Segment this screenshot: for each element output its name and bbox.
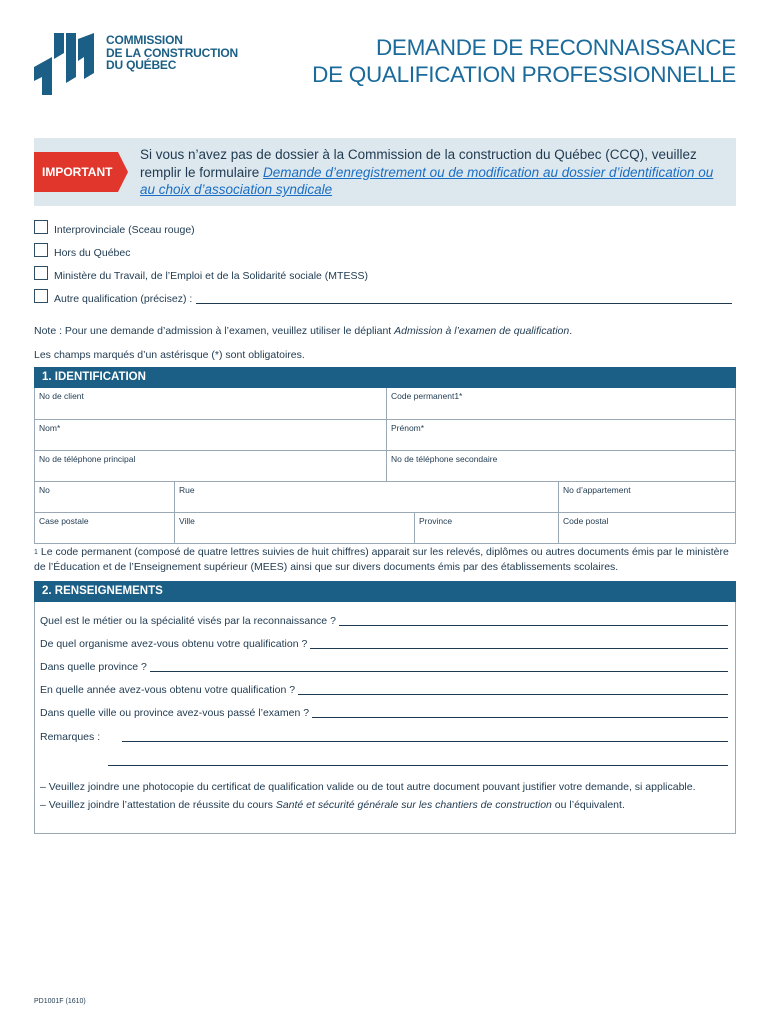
- important-message: [140, 146, 730, 199]
- section-identification-header: 1. IDENTIFICATION: [34, 367, 736, 388]
- qualification-options: [34, 218, 736, 310]
- instruction-end: ou l’équivalent.: [551, 798, 625, 811]
- question-year: [40, 684, 728, 696]
- exam-location-answer-field[interactable]: [312, 707, 728, 718]
- question-label: Quel est le métier ou la spécialité visés par la reconnaissance ?: [40, 615, 336, 627]
- form-title-line-1: DEMANDE DE RECONNAISSANCE: [375, 35, 736, 60]
- question-exam-location: [40, 707, 728, 719]
- street-number-field[interactable]: No: [39, 485, 50, 495]
- street-field[interactable]: Rue: [174, 482, 558, 512]
- permanent-code-field[interactable]: Code permanent1*: [386, 388, 735, 419]
- important-tag-arrow: [118, 152, 128, 192]
- form-row: [35, 419, 735, 450]
- section-information-header: 2. RENSEIGNEMENTS: [34, 581, 736, 602]
- important-tag: IMPORTANT: [34, 152, 118, 192]
- form-title-line-2: DE QUALIFICATION PROFESSIONNELLE: [312, 62, 736, 87]
- note-text: Note : Pour une demande d’admission à l’examen, veuillez utiliser le dépliant: [34, 325, 395, 337]
- form-title: [312, 34, 736, 88]
- remarks-line-2: [108, 755, 728, 766]
- form-code: PD1001F (1610): [34, 998, 86, 1005]
- question-label: En quelle année avez-vous obtenu votre qualification ?: [40, 684, 296, 696]
- last-name-field[interactable]: Nom*: [39, 423, 61, 433]
- option-outside-quebec: [34, 241, 736, 264]
- org-name-line-3: DU QUÉBEC: [106, 58, 177, 72]
- option-other: [34, 287, 736, 310]
- apartment-field[interactable]: No d’appartement: [558, 482, 735, 512]
- ccq-logo-icon: [34, 33, 94, 95]
- instruction-course: [40, 799, 730, 813]
- note-end: .: [569, 325, 573, 337]
- instructions-list: [40, 781, 730, 816]
- instruction-certificate: – Veuillez joindre une photocopie du certificat de qualification valide ou de tout autre document pouvant justifier votre demande, si applicable.: [40, 781, 696, 793]
- course-title: Santé et sécurité générale sur les chantiers de construction: [275, 798, 552, 811]
- form-row: [35, 450, 735, 481]
- instruction-text: – Veuillez joindre l’attestation de réussite du cours: [40, 798, 276, 811]
- trade-answer-field[interactable]: [339, 615, 728, 626]
- main-phone-field[interactable]: No de téléphone principal: [39, 454, 136, 464]
- question-organization: [40, 638, 728, 650]
- form-row: [35, 512, 735, 543]
- option-label: Hors du Québec: [54, 246, 131, 259]
- organization-answer-field[interactable]: [310, 638, 728, 649]
- registration-form-link[interactable]: Demande d’enregistrement ou de modification au dossier d’identification ou au choix d’association syndicale: [140, 164, 714, 197]
- province-answer-field[interactable]: [150, 661, 728, 672]
- org-name-line-2: DE LA CONSTRUCTION: [106, 45, 238, 60]
- form-row: [35, 388, 735, 419]
- po-box-field[interactable]: Case postale: [39, 516, 89, 526]
- question-province: [40, 661, 728, 673]
- question-remarks: [40, 731, 728, 743]
- client-number-field[interactable]: No de client: [39, 391, 84, 401]
- checkbox-outside-quebec[interactable]: [34, 243, 48, 257]
- option-mtess: [34, 264, 736, 287]
- option-interprovincial: [34, 218, 736, 241]
- question-label: Dans quelle ville ou province avez-vous passé l’examen ?: [40, 707, 310, 719]
- permanent-code-footnote: [34, 545, 739, 575]
- remarks-field-line-2[interactable]: [108, 755, 728, 766]
- form-row: [35, 481, 735, 512]
- question-label: Remarques :: [40, 731, 101, 743]
- required-fields-note: Les champs marqués d’un astérisque (*) sont obligatoires.: [34, 349, 305, 361]
- option-label: Interprovinciale (Sceau rouge): [54, 223, 195, 236]
- exam-note: [34, 325, 572, 337]
- checkbox-mtess[interactable]: [34, 266, 48, 280]
- footnote-marker: 1: [34, 549, 38, 556]
- secondary-phone-field[interactable]: No de téléphone secondaire: [386, 451, 735, 481]
- note-brochure-title: Admission à l’examen de qualification: [394, 325, 570, 337]
- organization-name: [106, 34, 238, 72]
- question-trade: [40, 615, 728, 627]
- remarks-field[interactable]: [122, 731, 728, 742]
- question-label: Dans quelle province ?: [40, 661, 147, 673]
- question-label: De quel organisme avez-vous obtenu votre qualification ?: [40, 638, 308, 650]
- org-name-line-1: COMMISSION: [106, 33, 183, 47]
- year-answer-field[interactable]: [298, 684, 728, 695]
- other-qualification-field[interactable]: [196, 294, 732, 304]
- option-label: Autre qualification (précisez) :: [54, 292, 193, 305]
- province-field[interactable]: Province: [414, 513, 558, 543]
- city-field[interactable]: Ville: [174, 513, 414, 543]
- important-text: Si vous n’avez pas de dossier à la Commission de la construction du Québec (CCQ), veuillez remplir le formulaire: [140, 147, 697, 180]
- checkbox-other[interactable]: [34, 289, 48, 303]
- identification-grid: [34, 388, 736, 544]
- option-label: Ministère du Travail, de l’Emploi et de la Solidarité sociale (MTESS): [54, 269, 368, 282]
- checkbox-interprovincial[interactable]: [34, 220, 48, 234]
- first-name-field[interactable]: Prénom*: [386, 420, 735, 450]
- postal-code-field[interactable]: Code postal: [558, 513, 735, 543]
- footnote-text: Le code permanent (composé de quatre lettres suivies de huit chiffres) apparait sur les relevés, diplômes ou autres documents émis par le ministère de l’Éducation et de l’Enseignement supérieur (MEES) ainsi que sur divers documents émis par des établissements scolaires.: [34, 546, 729, 573]
